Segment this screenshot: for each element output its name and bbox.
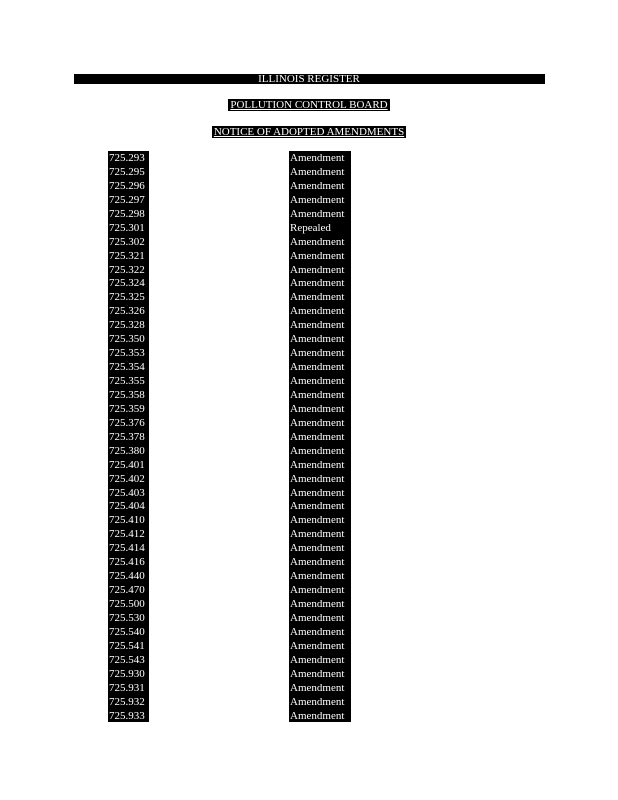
table-row <box>0 165 618 179</box>
section-number: 725.530 <box>108 611 149 625</box>
action-type: Amendment <box>289 416 351 430</box>
table-row <box>0 597 618 611</box>
section-number: 725.295 <box>108 165 149 179</box>
section-number: 725.541 <box>108 639 149 653</box>
table-row <box>0 444 618 458</box>
table-row <box>0 430 618 444</box>
action-type: Amendment <box>289 513 351 527</box>
table-row <box>0 625 618 639</box>
table-row <box>0 458 618 472</box>
action-type: Amendment <box>289 472 351 486</box>
section-number: 725.930 <box>108 667 149 681</box>
table-row <box>0 513 618 527</box>
register-title-line <box>0 73 618 86</box>
section-number: 725.932 <box>108 695 149 709</box>
section-number: 725.540 <box>108 625 149 639</box>
section-number: 725.416 <box>108 555 149 569</box>
action-type: Amendment <box>289 667 351 681</box>
action-type: Amendment <box>289 235 351 249</box>
section-number: 725.470 <box>108 583 149 597</box>
section-number: 725.301 <box>108 221 149 235</box>
table-row <box>0 695 618 709</box>
section-number: 725.543 <box>108 653 149 667</box>
section-number: 725.355 <box>108 374 149 388</box>
section-number: 725.378 <box>108 430 149 444</box>
table-row <box>0 499 618 513</box>
action-type: Repealed <box>289 221 351 235</box>
table-row <box>0 346 618 360</box>
table-row <box>0 667 618 681</box>
section-number: 725.354 <box>108 360 149 374</box>
table-row <box>0 318 618 332</box>
section-number: 725.412 <box>108 527 149 541</box>
section-number: 725.298 <box>108 207 149 221</box>
table-row <box>0 639 618 653</box>
section-number: 725.401 <box>108 458 149 472</box>
table-row <box>0 304 618 318</box>
section-number: 725.302 <box>108 235 149 249</box>
section-number: 725.414 <box>108 541 149 555</box>
action-type: Amendment <box>289 639 351 653</box>
action-type: Amendment <box>289 555 351 569</box>
action-type: Amendment <box>289 625 351 639</box>
action-type: Amendment <box>289 458 351 472</box>
action-type: Amendment <box>289 402 351 416</box>
section-number: 725.933 <box>108 709 149 723</box>
section-number: 725.410 <box>108 513 149 527</box>
action-type: Amendment <box>289 165 351 179</box>
register-title: ILLINOIS REGISTER <box>258 73 360 85</box>
section-number: 725.404 <box>108 499 149 513</box>
action-type: Amendment <box>289 499 351 513</box>
action-type: Amendment <box>289 276 351 290</box>
action-type: Amendment <box>289 249 351 263</box>
action-type: Amendment <box>289 569 351 583</box>
action-type: Amendment <box>289 304 351 318</box>
section-number: 725.321 <box>108 249 149 263</box>
action-type: Amendment <box>289 597 351 611</box>
table-row <box>0 486 618 500</box>
table-row <box>0 611 618 625</box>
section-number: 725.353 <box>108 346 149 360</box>
section-number: 725.325 <box>108 290 149 304</box>
action-type: Amendment <box>289 263 351 277</box>
section-number: 725.324 <box>108 276 149 290</box>
table-row <box>0 583 618 597</box>
board-title-line <box>0 99 618 111</box>
action-type: Amendment <box>289 444 351 458</box>
section-number: 725.359 <box>108 402 149 416</box>
table-row <box>0 360 618 374</box>
action-type: Amendment <box>289 541 351 555</box>
section-number: 725.931 <box>108 681 149 695</box>
table-row <box>0 193 618 207</box>
action-type: Amendment <box>289 207 351 221</box>
table-row <box>0 207 618 221</box>
section-number: 725.403 <box>108 486 149 500</box>
table-row <box>0 555 618 569</box>
action-type: Amendment <box>289 151 351 165</box>
table-row <box>0 221 618 235</box>
table-row <box>0 388 618 402</box>
table-row <box>0 541 618 555</box>
section-number: 725.296 <box>108 179 149 193</box>
action-type: Amendment <box>289 388 351 402</box>
section-number: 725.402 <box>108 472 149 486</box>
action-type: Amendment <box>289 653 351 667</box>
action-type: Amendment <box>289 332 351 346</box>
action-type: Amendment <box>289 374 351 388</box>
table-row <box>0 290 618 304</box>
table-row <box>0 276 618 290</box>
section-number: 725.322 <box>108 263 149 277</box>
action-type: Amendment <box>289 318 351 332</box>
table-row <box>0 472 618 486</box>
table-row <box>0 416 618 430</box>
section-number: 725.326 <box>108 304 149 318</box>
action-type: Amendment <box>289 611 351 625</box>
table-row <box>0 179 618 193</box>
section-number: 725.328 <box>108 318 149 332</box>
section-number: 725.350 <box>108 332 149 346</box>
section-list <box>0 151 618 722</box>
section-number: 725.380 <box>108 444 149 458</box>
board-title: POLLUTION CONTROL BOARD <box>230 99 388 111</box>
table-row <box>0 332 618 346</box>
section-number: 725.358 <box>108 388 149 402</box>
action-type: Amendment <box>289 583 351 597</box>
section-number: 725.376 <box>108 416 149 430</box>
action-type: Amendment <box>289 430 351 444</box>
action-type: Amendment <box>289 681 351 695</box>
action-type: Amendment <box>289 695 351 709</box>
table-row <box>0 235 618 249</box>
table-row <box>0 681 618 695</box>
section-number: 725.440 <box>108 569 149 583</box>
action-type: Amendment <box>289 193 351 207</box>
section-number: 725.297 <box>108 193 149 207</box>
table-row <box>0 527 618 541</box>
table-row <box>0 374 618 388</box>
table-row <box>0 709 618 723</box>
action-type: Amendment <box>289 527 351 541</box>
notice-title: NOTICE OF ADOPTED AMENDMENTS <box>213 126 405 138</box>
section-number: 725.293 <box>108 151 149 165</box>
section-number: 725.500 <box>108 597 149 611</box>
action-type: Amendment <box>289 360 351 374</box>
action-type: Amendment <box>289 709 351 723</box>
table-row <box>0 402 618 416</box>
action-type: Amendment <box>289 290 351 304</box>
action-type: Amendment <box>289 179 351 193</box>
action-type: Amendment <box>289 486 351 500</box>
table-row <box>0 249 618 263</box>
action-type: Amendment <box>289 346 351 360</box>
table-row <box>0 151 618 165</box>
table-row <box>0 263 618 277</box>
table-row <box>0 653 618 667</box>
table-row <box>0 569 618 583</box>
notice-title-line <box>0 126 618 138</box>
